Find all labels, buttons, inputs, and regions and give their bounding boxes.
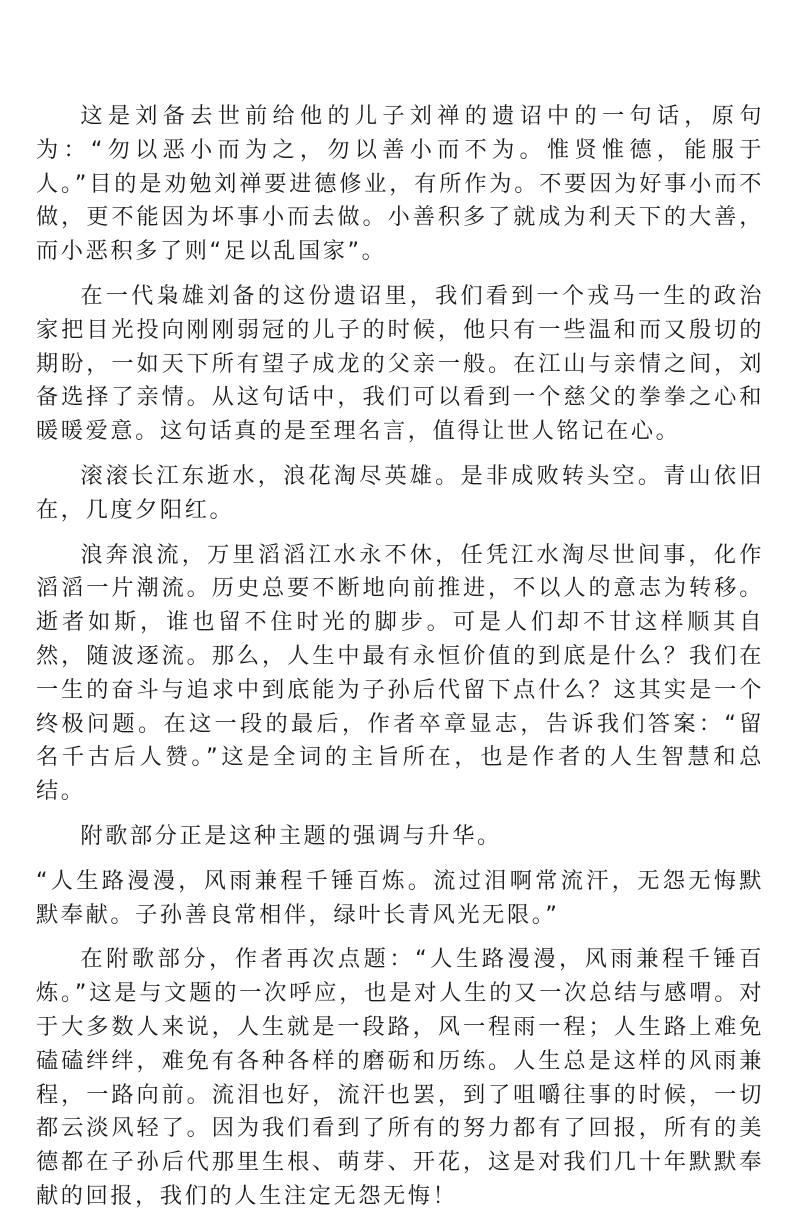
document-page xyxy=(36,100,764,1225)
paragraph-5: 附歌部分正是这种主题的强调与升华。 xyxy=(80,822,502,849)
paragraph-7: 在附歌部分，作者再次点题：“人生路漫漫，风雨兼程千锤百炼。”这是与文题的一次呼应，也是对人生的又一次总结与感喟。对于大多数人来说，人生就是一段路，风一程雨一程；人生路上难免磕磕绊绊，难免有各种各样的磨砺和历练。人生总是这样的风雨兼程，一路向前。流泪也好，流汗也罢，到了咀嚼往事的时候，一切都云淡风轻了。因为我们看到了所有的努力都有了回报，所有的美德都在子孙后代那里生根、萌芽、开花，这是对我们几十年默默奉献的回报，我们的人生注定无怨无悔！ xyxy=(36,946,764,1209)
paragraph-3: 滚滚长江东逝水，浪花淘尽英雄。是非成败转头空。青山依旧在，几度夕阳红。 xyxy=(36,462,764,523)
quoted-lyrics-paragraph: “人生路漫漫，风雨兼程千锤百炼。流过泪啊常流汗，无怨无悔默默奉献。子孙善良常相伴，绿叶长青风光无限。” xyxy=(36,867,764,928)
paragraph-4: 浪奔浪流，万里滔滔江水永不休，任凭江水淘尽世间事，化作滔滔一片潮流。历史总要不断地向前推进，不以人的意志为转移。逝者如斯，谁也留不住时光的脚步。可是人们却不甘这样顺其自然，随波逐流。那么，人生中最有永恒价值的到底是什么？我们在一生的奋斗与追求中到底能为子孙后代留下点什么？这其实是一个终极问题。在这一段的最后，作者卒章显志，告诉我们答案：“留名千古后人赞。”这是全词的主旨所在，也是作者的人生智慧和总结。 xyxy=(36,541,764,805)
paragraph-1: 这是刘备去世前给他的儿子刘禅的遗诏中的一句话，原句为：“勿以恶小而为之，勿以善小而不为。惟贤惟德，能服于人。”目的是劝勉刘禅要进德修业，有所作为。不要因为好事小而不做，更不能因为坏事小而去做。小善积多了就成为利天下的大善，而小恶积多了则“足以乱国家”。 xyxy=(36,103,764,265)
paragraph-2: 在一代枭雄刘备的这份遗诏里，我们看到一个戎马一生的政治家把目光投向刚刚弱冠的儿子的时候，他只有一些温和而又殷切的期盼，一如天下所有望子成龙的父亲一般。在江山与亲情之间，刘备选择了亲情。从这句话中，我们可以看到一个慈父的拳拳之心和暖暖爱意。这句话真的是至理名言，值得让世人铭记在心。 xyxy=(36,282,764,445)
